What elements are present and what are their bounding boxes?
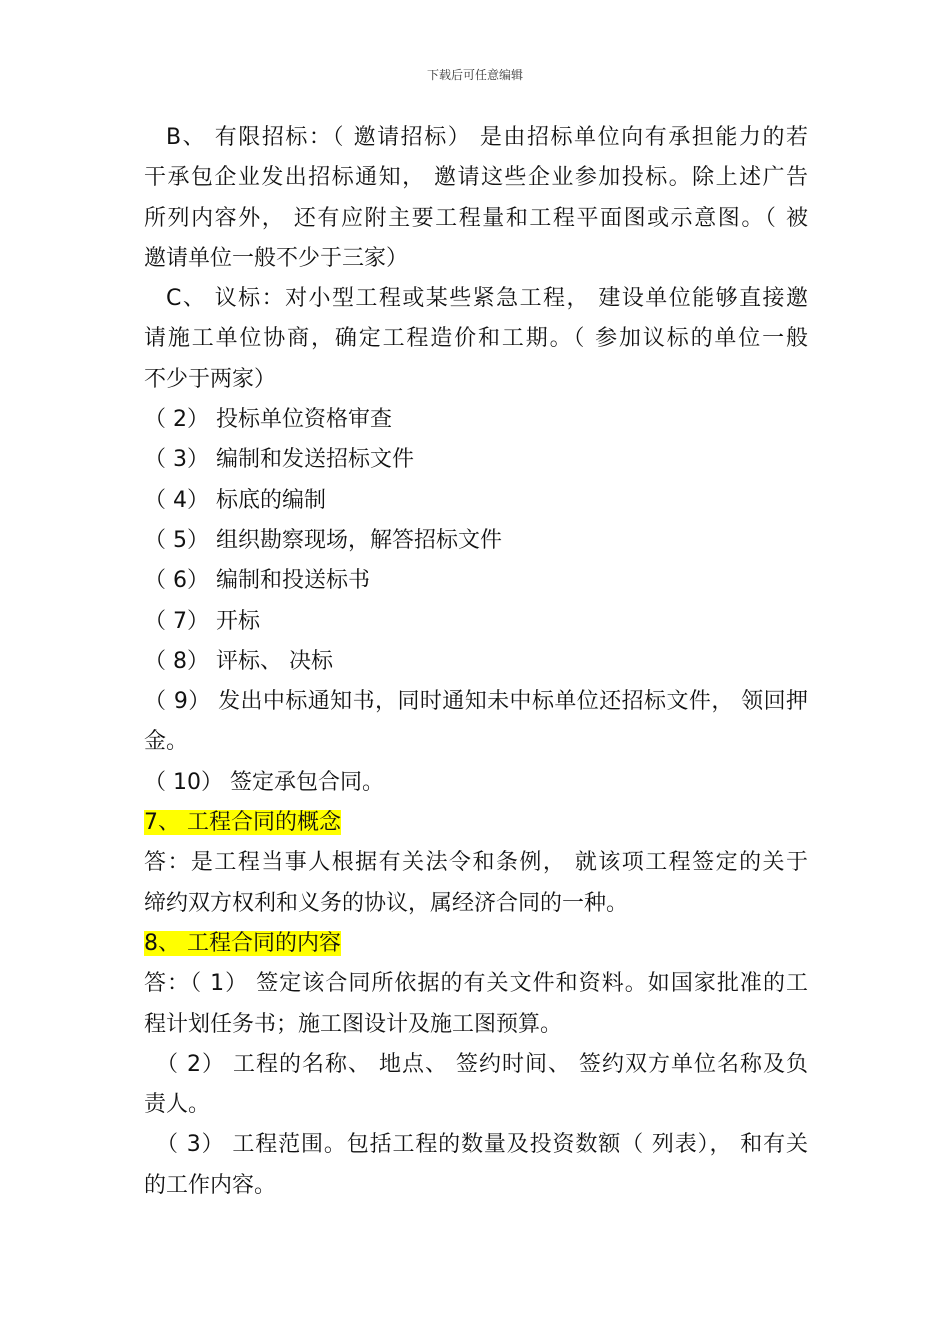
list-item: （ 2） 投标单位资格审查 (144, 407, 392, 433)
highlighted-heading: 7、 工程合同的概念 (144, 810, 341, 836)
paragraph-line: 请施工单位协商，确定工程造价和工期。（ 参加议标的单位一般 (144, 326, 808, 352)
list-item: （ 6） 编制和投送标书 (144, 568, 370, 594)
list-item: （ 8） 评标、 决标 (144, 648, 333, 674)
paragraph-line: 金。 (144, 729, 189, 755)
document-body (144, 118, 808, 1206)
list-item: （ 9） 发出中标通知书，同时通知未中标单位还招标文件， 领回押 (144, 689, 808, 715)
paragraph-line: 干承包企业发出招标通知， 邀请这些企业参加投标。除上述广告 (144, 165, 808, 191)
paragraph-line: 缔约双方权利和义务的协议，属经济合同的一种。 (144, 890, 629, 916)
paragraph-line: 程计划任务书；施工图设计及施工图预算。 (144, 1011, 563, 1037)
section-heading (144, 924, 808, 964)
paragraph-line: （ 3） 工程范围。包括工程的数量及投资数额（ 列表）， 和有关 (156, 1132, 808, 1158)
list-item: （ 5） 组织勘察现场，解答招标文件 (144, 527, 502, 553)
paragraph-line: C、 议标：对小型工程或某些紧急工程， 建设单位能够直接邀 (166, 286, 808, 312)
paragraph-line: 不少于两家） (144, 366, 277, 392)
paragraph-line: 答：（ 1） 签定该合同所依据的有关文件和资料。如国家批准的工 (144, 971, 808, 997)
paragraph-line: 答：是工程当事人根据有关法令和条例， 就该项工程签定的关于 (144, 850, 808, 876)
list-item: （ 4） 标底的编制 (144, 487, 326, 513)
list-item: （ 7） 开标 (144, 608, 260, 634)
paragraph-line: 责人。 (144, 1092, 211, 1118)
section-heading (144, 803, 808, 843)
list-item: （ 3） 编制和发送招标文件 (144, 447, 414, 473)
list-item: （ 10） 签定承包合同。 (144, 769, 384, 795)
paragraph-line: 所列内容外， 还有应附主要工程量和工程平面图或示意图。（ 被 (144, 205, 808, 231)
paragraph-line: （ 2） 工程的名称、 地点、 签约时间、 签约双方单位名称及负 (156, 1051, 808, 1077)
highlighted-heading: 8、 工程合同的内容 (144, 930, 341, 956)
paragraph-line: B、 有限招标：（ 邀请招标） 是由招标单位向有承担能力的若 (166, 125, 808, 150)
page-header: 下载后可任意编辑 (426, 68, 523, 82)
paragraph-line: 邀请单位一般不少于三家） (144, 245, 409, 271)
paragraph-line: 的工作内容。 (144, 1172, 277, 1198)
